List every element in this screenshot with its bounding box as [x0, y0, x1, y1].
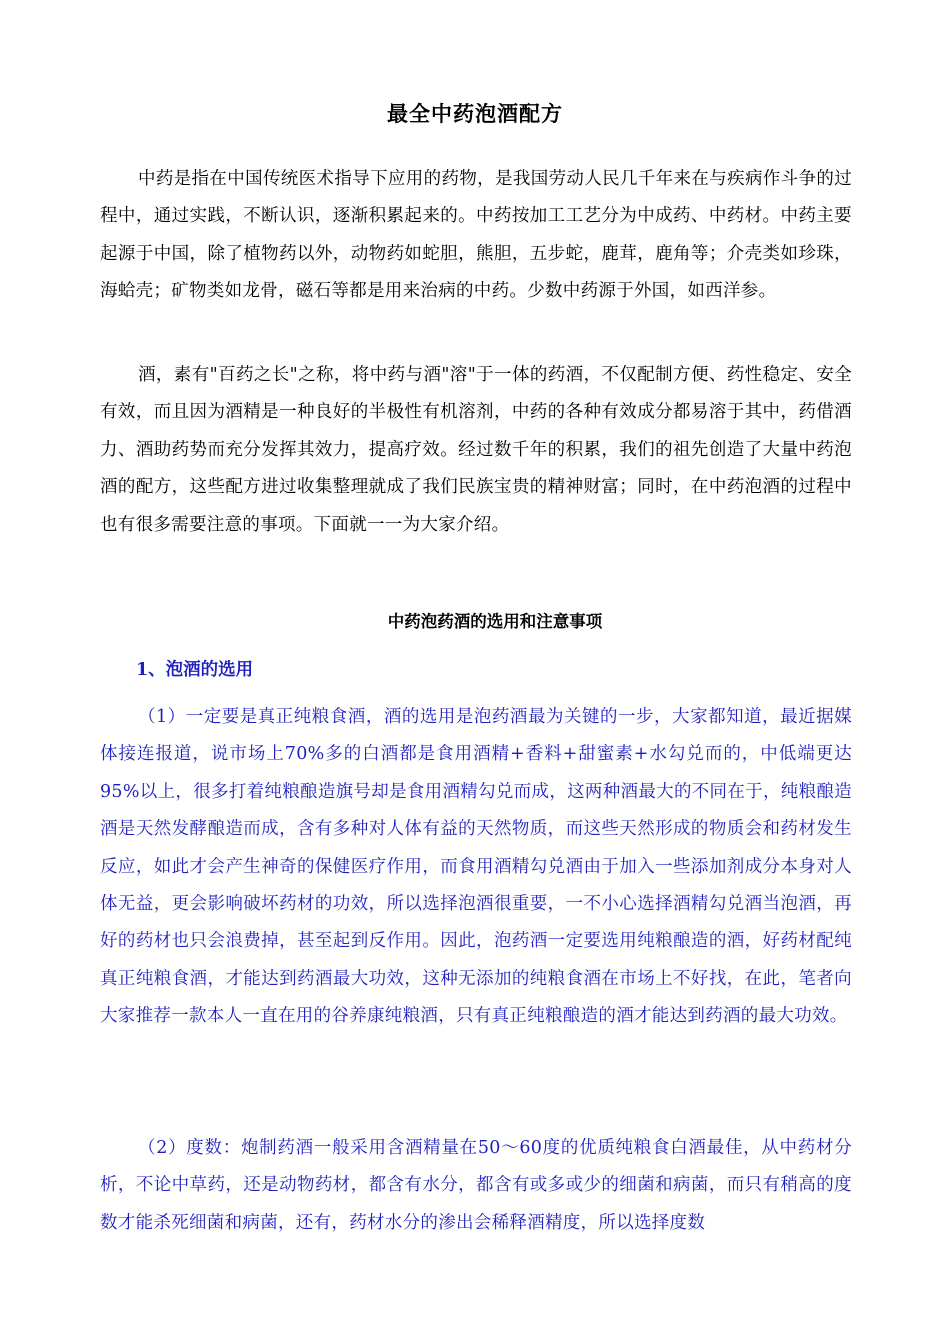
- section-paragraph-2: （2）度数：炮制药酒一般采用含酒精量在50～60度的优质纯粮食白酒最佳，从中药材分析，不论中草药，还是动物药材，都含有水分，都含有或多或少的细菌和病菌，而只有稍高的度数才能杀死细菌和病菌，还有，药材水分的渗出会稀释酒精度，所以选择度数: [100, 1138, 852, 1233]
- section-heading: 中药泡药酒的选用和注意事项: [387, 612, 603, 631]
- intro-paragraph-2: 酒，素有"百药之长"之称，将中药与酒"溶"于一体的药酒，不仅配制方便、药性稳定、安全有效，而且因为酒精是一种良好的半极性有机溶剂，中药的各种有效成分都易溶于其中，药借酒力、酒助药势而充分发挥其效力，提高疗效。经过数千年的积累，我们的祖先创造了大量中药泡酒的配方，这些配方进过收集整理就成了我们民族宝贵的精神财富；同时，在中药泡酒的过程中也有很多需要注意的事项。下面就一一为大家介绍。: [100, 365, 852, 535]
- section-paragraph-1: （1）一定要是真正纯粮食酒，酒的选用是泡药酒最为关键的一步，大家都知道，最近据媒体接连报道，说市场上70%多的白酒都是食用酒精+香料+甜蜜素+水勾兑而的，中低端更达95%以上，很多打着纯粮酿造旗号却是食用酒精勾兑而成，这两种酒最大的不同在于，纯粮酿造酒是天然发酵酿造而成，含有多种对人体有益的天然物质，而这些天然形成的物质会和药材发生反应，如此才会产生神奇的保健医疗作用，而食用酒精勾兑酒由于加入一些添加剂成分本身对人体无益，更会影响破坏药材的功效，所以选择泡酒很重要，一不小心选择酒精勾兑酒当泡酒，再好的药材也只会浪费掉，甚至起到反作用。因此，泡药酒一定要选用纯粮酿造的酒，好药材配纯真正纯粮食酒，才能达到药酒最大功效，这种无添加的纯粮食酒在市场上不好找，在此，笔者向大家推荐一款本人一直在用的谷养康纯粮酒，只有真正纯粮酿造的酒才能达到药酒的最大功效。: [100, 707, 852, 1027]
- intro-paragraph-1: 中药是指在中国传统医术指导下应用的药物，是我国劳动人民几千年来在与疾病作斗争的过程中，通过实践，不断认识，逐渐积累起来的。中药按加工工艺分为中成药、中药材。中药主要起源于中国，除了植物药以外，动物药如蛇胆，熊胆，五步蛇，鹿茸，鹿角等；介壳类如珍珠，海蛤壳；矿物类如龙骨，磁石等都是用来治病的中药。少数中药源于外国，如西洋参。: [100, 169, 852, 302]
- subsection-heading: 1、泡酒的选用: [136, 660, 254, 680]
- document-title: 最全中药泡酒配方: [387, 101, 563, 126]
